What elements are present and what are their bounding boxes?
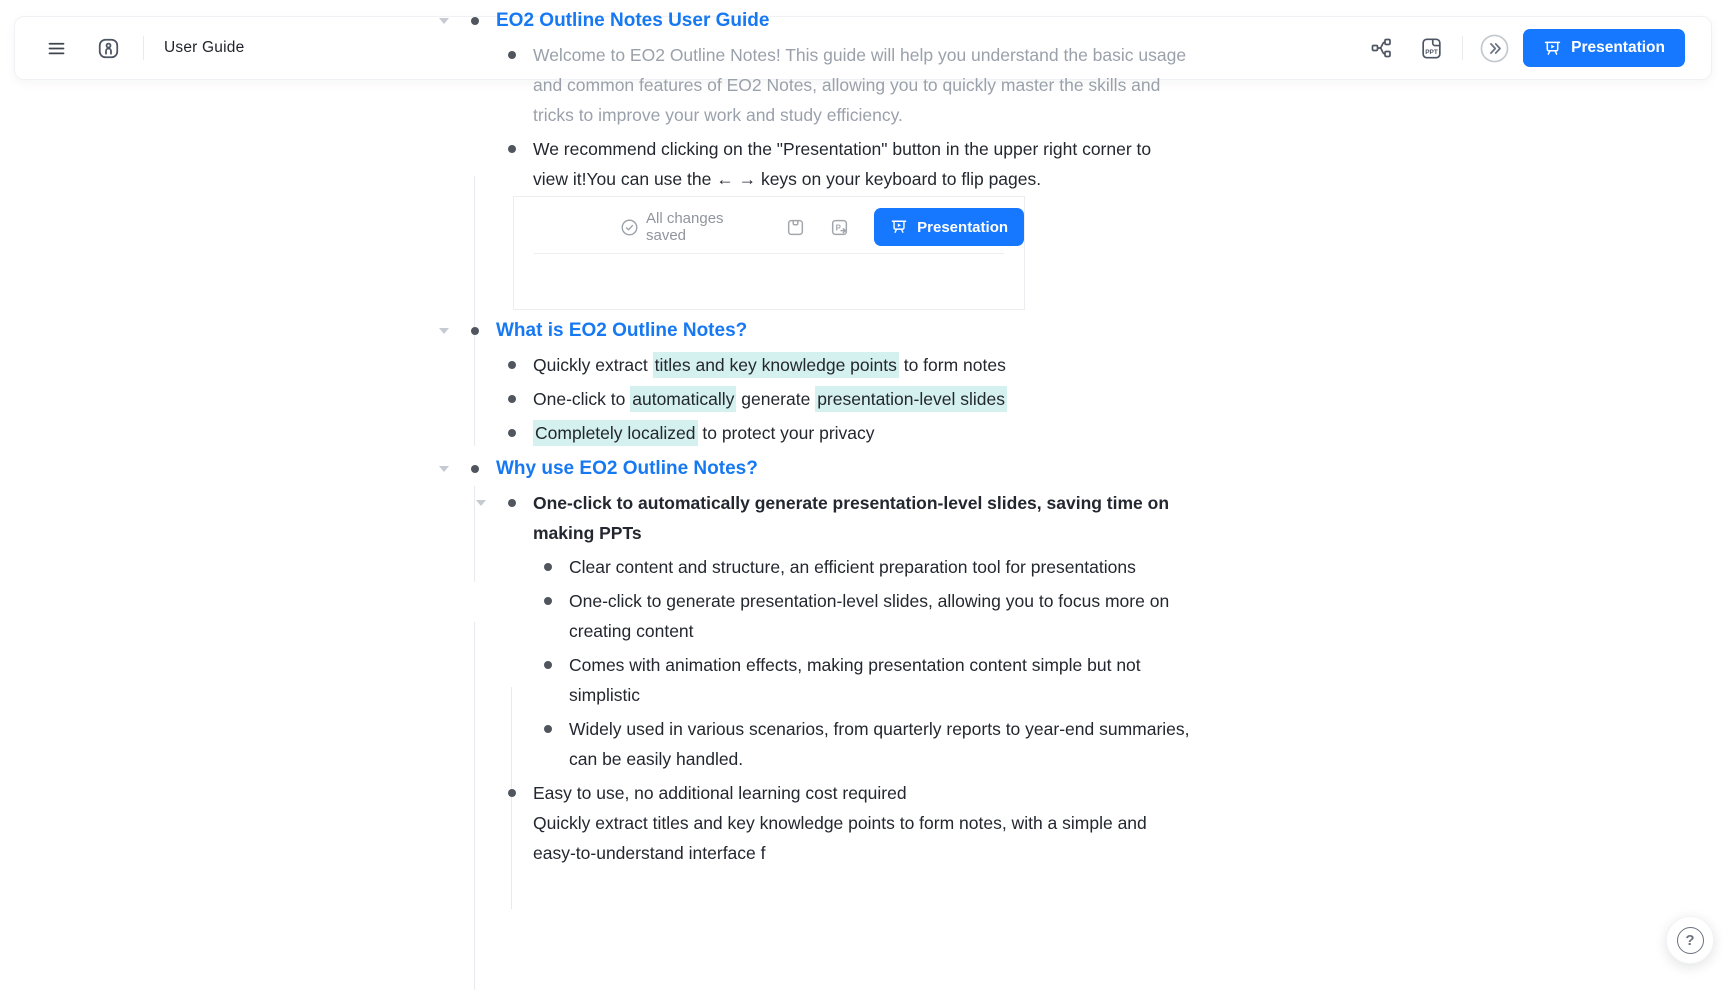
outline-item[interactable] [569,650,1726,710]
outline-item[interactable] [569,714,1726,774]
text-segment: Easy to use, no additional learning cost required [533,783,907,803]
text-segment: We recommend clicking on the "Presentation" button in the upper right corner to [533,139,1152,159]
outline-text-line[interactable] [533,70,1726,100]
help-button[interactable] [1666,916,1714,964]
outline-item[interactable] [533,488,1726,548]
collapse-caret-icon[interactable] [476,500,486,506]
text-segment: generate [736,389,816,409]
outline-text-line[interactable] [533,418,1726,448]
text-segment: Welcome to EO2 Outline Notes! This guide will help you understand the basic usage [533,45,1187,65]
bullet-dot[interactable] [508,789,516,797]
outline-text-line[interactable] [569,680,1726,710]
outline-item[interactable] [496,454,1726,484]
outline-text-line[interactable] [533,164,1726,194]
bullet-dot[interactable] [471,17,479,25]
embedded-presentation-button [874,208,1024,246]
presentation-icon [890,218,908,236]
bullet-dot[interactable] [508,361,516,369]
text-segment: Quickly extract [533,355,653,375]
text-segment: to form notes [898,355,1006,375]
indent-guide-line [474,622,475,990]
text-segment: and common features of EO2 Notes, allowing you to quickly master the skills and [533,75,1161,95]
collapse-caret-icon[interactable] [439,328,449,334]
outline-text-line[interactable] [533,838,1726,868]
outline-item[interactable] [533,40,1726,130]
check-circle-icon [620,218,639,237]
outline-text-line[interactable] [569,552,1726,582]
text-segment: making PPTs [533,523,642,543]
outline-item[interactable] [569,552,1726,582]
bullet-dot[interactable] [508,429,516,437]
outline-text-line[interactable] [533,100,1726,130]
outline-text-line[interactable] [533,134,1726,164]
outline-text-line[interactable] [569,714,1726,744]
embedded-toolbar-row [514,208,1024,246]
outline-document [0,10,1726,990]
outline-item[interactable] [533,384,1726,414]
outline-text-line[interactable] [533,350,1726,380]
bullet-dot[interactable] [508,499,516,507]
bullet-dot[interactable] [508,145,516,153]
outline-item[interactable] [496,316,1726,346]
outline-text-line[interactable] [496,6,1726,36]
bullet-dot[interactable] [544,725,552,733]
embedded-screenshot-image[interactable] [513,196,1025,310]
text-segment: to protect your privacy [697,423,875,443]
outline-text-line[interactable] [569,744,1726,774]
outline-item[interactable] [496,6,1726,36]
text-segment: Widely used in various scenarios, from quarterly reports to year-end summaries, [569,719,1190,739]
text-segment: What is EO2 Outline Notes? [496,320,748,341]
collapse-caret-icon[interactable] [439,18,449,24]
text-segment: One-click to [533,389,631,409]
bullet-dot[interactable] [544,563,552,571]
text-segment: EO2 Outline Notes User Guide [496,10,770,31]
highlighted-text: Completely localized [533,420,698,446]
export-ppt-icon [828,214,852,240]
text-segment: view it!You can use the ← → keys on your keyboard to flip pages. [533,169,1042,189]
outline-item[interactable] [569,586,1726,646]
document-title: User Guide [164,39,245,56]
text-segment: creating content [569,621,694,641]
bullet-dot[interactable] [508,395,516,403]
save-status-label: All changes saved [646,210,724,244]
text-segment: One-click to generate presentation-level slides, allowing you to focus more on [569,591,1170,611]
embedded-divider-line [534,253,1004,254]
bullet-dot[interactable] [544,661,552,669]
highlighted-text: titles and key knowledge points [653,352,899,378]
highlighted-text: presentation-level slides [815,386,1007,412]
outline-text-line[interactable] [533,518,1726,548]
presentation-button-label: Presentation [1571,39,1665,56]
outline-text-line[interactable] [533,778,1726,808]
outline-text-line[interactable] [569,586,1726,616]
bullet-dot[interactable] [471,327,479,335]
outline-text-line[interactable] [569,616,1726,646]
text-segment: can be easily handled. [569,749,744,769]
text-segment: tricks to improve your work and study efficiency. [533,105,903,125]
outline-text-line[interactable] [533,384,1726,414]
outline-text-line[interactable] [533,40,1726,70]
outline-text-line[interactable] [496,316,1726,346]
indent-guide-line [474,176,475,446]
text-segment: easy-to-understand interface f [533,843,766,863]
text-segment: One-click to automatically generate presentation-level slides, saving time on [533,493,1170,513]
bullet-dot[interactable] [471,465,479,473]
collapse-caret-icon[interactable] [439,466,449,472]
outline-text-line[interactable] [533,488,1726,518]
indent-guide-line [474,486,475,582]
svg-text:PPT: PPT [1424,48,1438,56]
text-segment: Quickly extract titles and key knowledge points to form notes, with a simple and [533,813,1147,833]
outline-text-line[interactable] [533,808,1726,838]
outline-text-line[interactable] [496,454,1726,484]
text-segment: Why use EO2 Outline Notes? [496,458,758,479]
indent-guide-line [511,687,512,909]
outline-item[interactable] [533,418,1726,448]
highlighted-text: automatically [630,386,736,412]
text-segment: Clear content and structure, an efficient preparation tool for presentations [569,557,1136,577]
embedded-presentation-label: Presentation [917,218,1009,236]
save-status [620,210,757,244]
bullet-dot[interactable] [508,51,516,59]
outline-text-line[interactable] [569,650,1726,680]
svg-text:P: P [835,222,842,232]
question-glyph: ? [1685,931,1695,949]
bullet-dot[interactable] [544,597,552,605]
save-icon [783,214,807,240]
question-mark-icon [1677,927,1704,954]
text-segment: simplistic [569,685,640,705]
outline-item[interactable] [533,778,1726,868]
outline-item[interactable] [533,134,1726,194]
text-segment: Comes with animation effects, making presentation content simple but not [569,655,1141,675]
outline-item[interactable] [533,350,1726,380]
